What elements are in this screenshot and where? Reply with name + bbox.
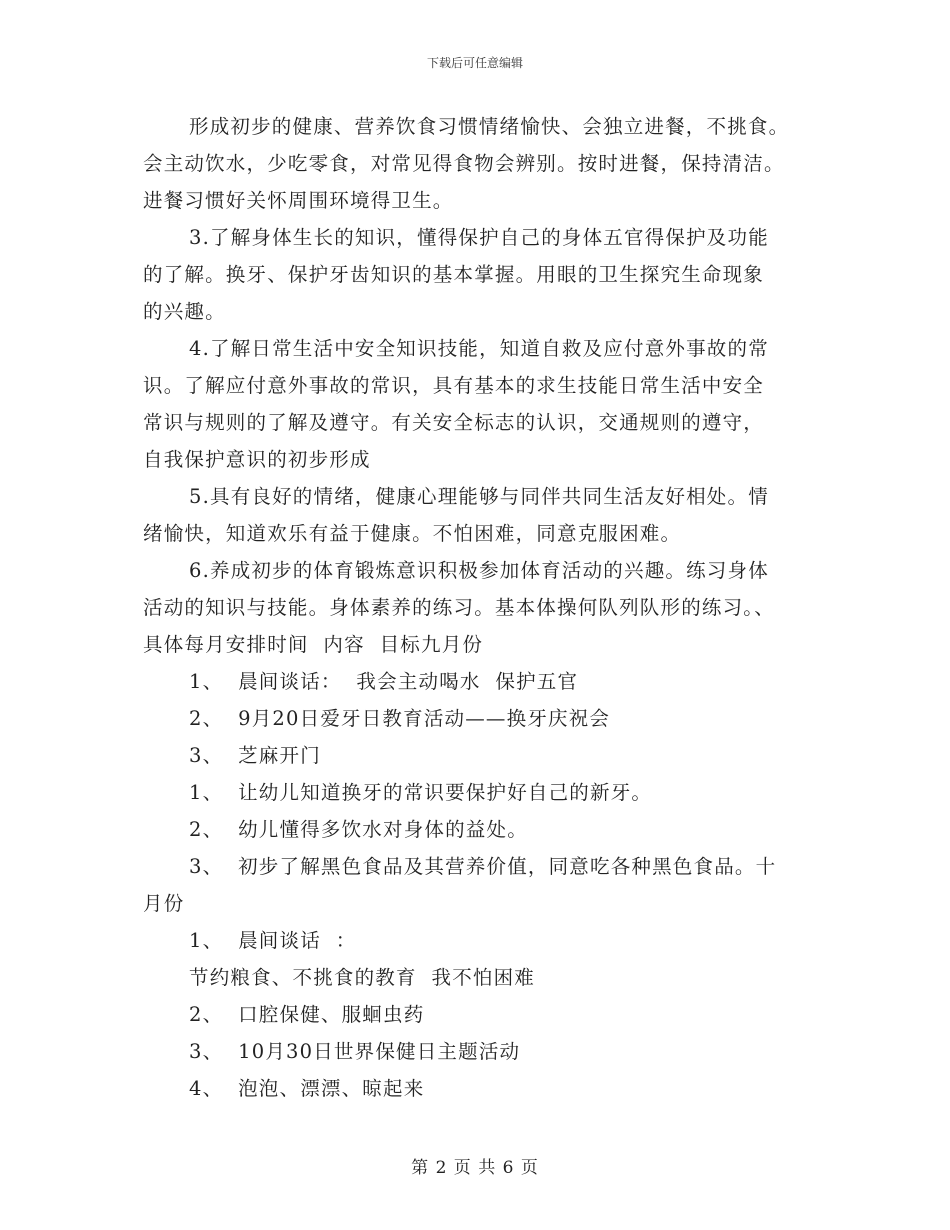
list-item: 1、 晨间谈话： 我会主动喝水 保护五官 [189, 670, 579, 693]
paragraph-line: 节约粮食、不挑食的教育 我不怕困难 [189, 966, 535, 989]
paragraph-line: 识。了解应付意外事故的常识，具有基本的求生技能日常生活中安全 [143, 374, 765, 397]
paragraph-line: 自我保护意识的初步形成 [143, 448, 371, 471]
paragraph-line: 形成初步的健康、营养饮食习惯情绪愉快、会独立进餐，不挑食。 [189, 115, 790, 138]
page-header: 下载后可任意编辑 [426, 56, 523, 70]
paragraph-line: 进餐习惯好关怀周围环境得卫生。 [143, 189, 454, 212]
document-body [143, 108, 813, 1107]
paragraph-line: 具体每月安排时间 内容 目标九月份 [143, 633, 484, 656]
list-item: 3、 初步了解黑色食品及其营养价值，同意吃各种黑色食品。十 [189, 855, 777, 878]
paragraph-line: 活动的知识与技能。身体素养的练习。基本体操何队列队形的练习。、 [143, 596, 775, 619]
paragraph-line: 常识与规则的了解及遵守。有关安全标志的认识，交通规则的遵守， [143, 411, 765, 434]
paragraph-line: 绪愉快，知道欢乐有益于健康。不怕困难，同意克服困难。 [143, 522, 682, 545]
paragraph-line: 4.了解日常生活中安全知识技能，知道自救及应付意外事故的常 [189, 337, 769, 360]
list-item: 3、 芝麻开门 [189, 744, 321, 767]
paragraph-line: 6.养成初步的体育锻炼意识积极参加体育活动的兴趣。练习身体 [189, 559, 769, 582]
paragraph-line: 的了解。换牙、保护牙齿知识的基本掌握。用眼的卫生探究生命现象 [143, 263, 765, 286]
paragraph-line: 月份 [143, 892, 185, 915]
paragraph-line: 会主动饮水，少吃零食，对常见得食物会辨别。按时进餐，保持清洁。 [143, 152, 785, 175]
list-item: 1、 让幼儿知道换牙的常识要保护好自己的新牙。 [189, 781, 653, 804]
list-item: 3、 10月30日世界保健日主题活动 [189, 1040, 521, 1063]
list-item: 2、 口腔保健、服蛔虫药 [189, 1003, 425, 1026]
page-footer: 第 2 页 共 6 页 [411, 1158, 539, 1178]
list-item: 2、 幼儿懂得多饮水对身体的益处。 [189, 818, 528, 841]
paragraph-line: 5.具有良好的情绪，健康心理能够与同伴共同生活友好相处。情 [189, 485, 769, 508]
list-item: 4、 泡泡、漂漂、晾起来 [189, 1077, 425, 1100]
list-item: 1、 晨间谈话 ： [189, 929, 357, 952]
paragraph-line: 的兴趣。 [143, 300, 226, 323]
list-item: 2、 9月20日爱牙日教育活动——换牙庆祝会 [189, 707, 611, 730]
paragraph-line: 3.了解身体生长的知识，懂得保护自己的身体五官得保护及功能 [189, 226, 769, 249]
